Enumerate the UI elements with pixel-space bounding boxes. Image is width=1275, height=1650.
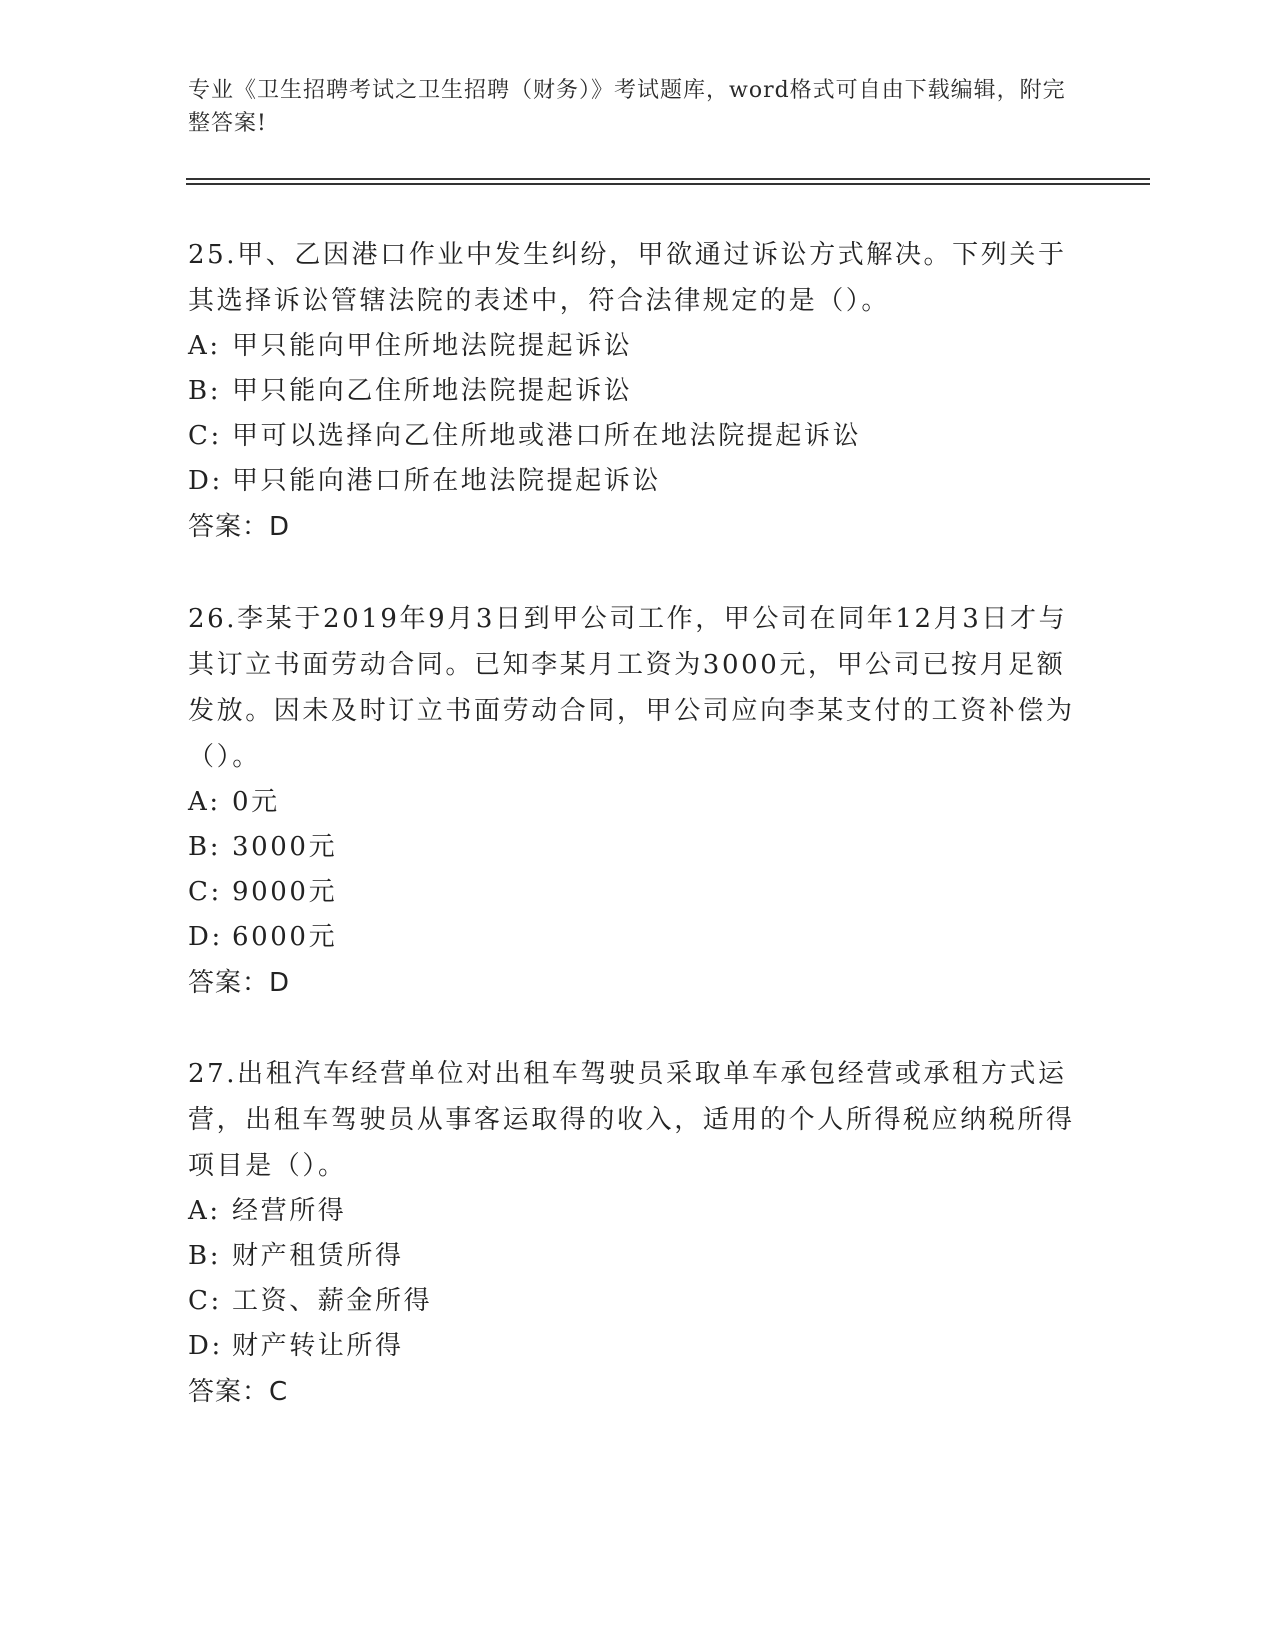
option-b	[188, 825, 1088, 870]
option-text: 甲只能向乙住所地法院提起诉讼	[232, 376, 633, 406]
question-25	[188, 232, 1088, 550]
option-key: B:	[188, 832, 222, 862]
header-divider-bottom	[186, 183, 1150, 185]
option-d	[188, 459, 1088, 504]
option-key: C:	[188, 1286, 222, 1316]
option-key: C:	[188, 421, 222, 451]
option-b	[188, 1234, 1088, 1279]
option-b	[188, 369, 1088, 414]
option-a	[188, 324, 1088, 369]
option-text: 3000元	[232, 832, 338, 862]
document-intro: 专业《卫生招聘考试之卫生招聘（财务）》考试题库，word格式可自由下载编辑，附完整答案!	[188, 78, 1066, 136]
option-key: B:	[188, 376, 222, 406]
answer: 答案：D	[188, 968, 291, 998]
option-text: 甲只能向甲住所地法院提起诉讼	[232, 331, 633, 361]
option-text: 甲可以选择向乙住所地或港口所在地法院提起诉讼	[232, 421, 862, 451]
option-key: B:	[188, 1241, 222, 1271]
option-c	[188, 870, 1088, 915]
answer: 答案：D	[188, 512, 291, 542]
option-a	[188, 780, 1088, 825]
option-a	[188, 1189, 1088, 1234]
answer: 答案：C	[188, 1377, 289, 1407]
option-key: D:	[188, 1331, 223, 1361]
option-text: 财产转让所得	[232, 1331, 404, 1361]
option-key: D:	[188, 466, 223, 496]
question-stem: 27.出租汽车经营单位对出租车驾驶员采取单车承包经营或承租方式运营，出租车驾驶员从事客运取得的收入，适用的个人所得税应纳税所得项目是（）。	[188, 1059, 1075, 1181]
header-divider-top	[186, 178, 1150, 180]
question-stem: 25.甲、乙因港口作业中发生纠纷，甲欲通过诉讼方式解决。下列关于其选择诉讼管辖法院的表述中，符合法律规定的是（）。	[188, 240, 1067, 316]
option-text: 6000元	[232, 922, 338, 952]
option-text: 0元	[232, 787, 280, 817]
option-text: 财产租赁所得	[232, 1241, 404, 1271]
option-key: D:	[188, 922, 223, 952]
option-key: A:	[188, 787, 221, 817]
option-text: 9000元	[232, 877, 338, 907]
option-text: 甲只能向港口所在地法院提起诉讼	[232, 466, 662, 496]
option-text: 工资、薪金所得	[232, 1286, 433, 1316]
option-c	[188, 414, 1088, 459]
option-text: 经营所得	[232, 1196, 347, 1226]
option-key: A:	[188, 331, 221, 361]
option-d	[188, 1324, 1088, 1369]
question-stem: 26.李某于2019年9月3日到甲公司工作，甲公司在同年12月3日才与其订立书面劳动合同。已知李某月工资为3000元，甲公司已按月足额发放。因未及时订立书面劳动合同，甲公司应向李某支付的工资补偿为（）。	[188, 604, 1075, 772]
option-key: C:	[188, 877, 222, 907]
question-26	[188, 596, 1088, 1006]
option-d	[188, 915, 1088, 960]
option-key: A:	[188, 1196, 221, 1226]
option-c	[188, 1279, 1088, 1324]
question-27	[188, 1051, 1088, 1415]
